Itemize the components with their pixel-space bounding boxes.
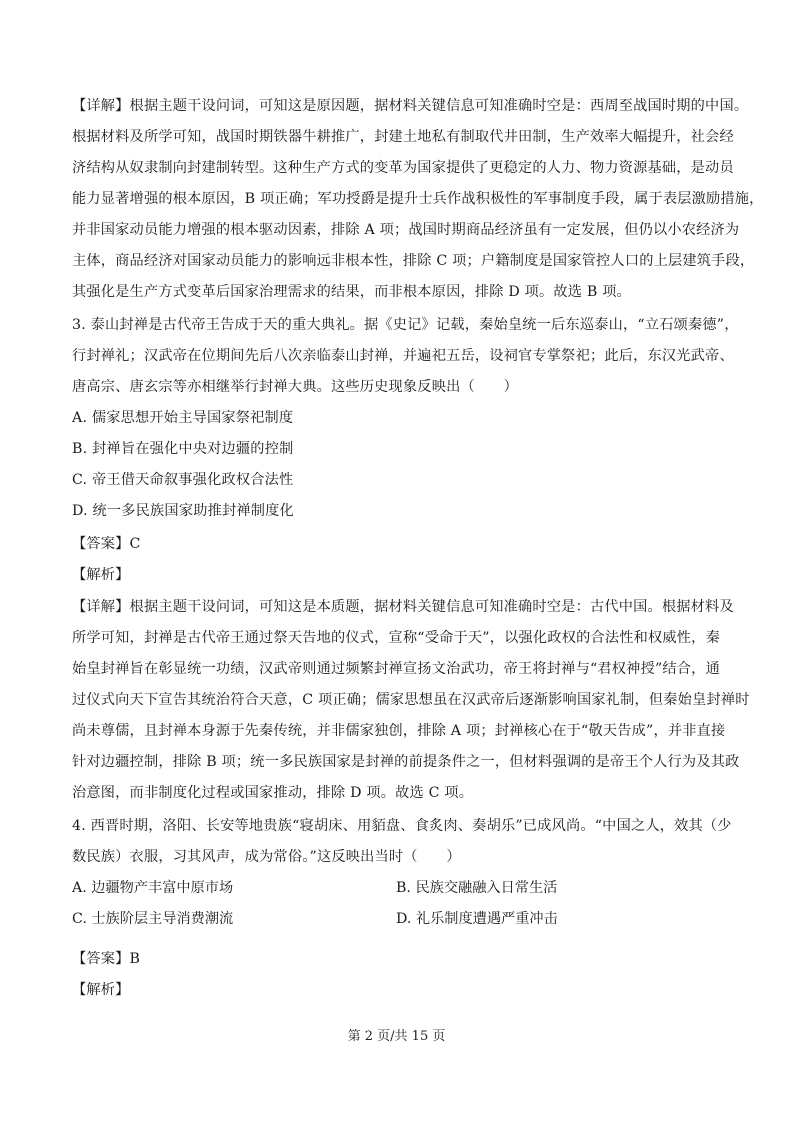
detail-line: 能力显著增强的根本原因，B 项正确；军功授爵是提升士兵作战积极性的军事制度手段，属于表层激励措施， bbox=[72, 191, 764, 207]
detail-line: 尚未尊儒，且封禅本身源于先秦传统，并非儒家独创，排除 A 项；封禅核心在于“敬天告成”，并非直接 bbox=[72, 723, 726, 739]
option-a: A. 儒家思想开始主导国家祭祀制度 bbox=[72, 410, 294, 426]
option-d: D. 礼乐制度遭遇严重冲击 bbox=[396, 911, 558, 927]
question-stem-line: 唐高宗、唐玄宗等亦相继举行封禅大典。这些历史现象反映出（ ） bbox=[72, 379, 519, 395]
analysis-label: 【解析】 bbox=[72, 567, 130, 583]
detail-line: 根据材料及所学可知，战国时期铁器牛耕推广，封建土地私有制取代井田制，生产效率大幅提升，社会经 bbox=[72, 129, 734, 145]
option-c: C. 帝王借天命叙事强化政权合法性 bbox=[72, 472, 294, 488]
question-stem-line: 3. 泰山封禅是古代帝王告成于天的重大典礼。据《史记》记载，秦始皇统一后东巡泰山，“立石颂秦德”， bbox=[72, 317, 739, 333]
option-b: B. 民族交融融入日常生活 bbox=[396, 880, 558, 896]
detail-line: 所学可知，封禅是古代帝王通过祭天告地的仪式，宣称“受命于天”，以强化政权的合法性和权威性，秦 bbox=[72, 630, 720, 646]
detail-line: 【详解】根据主题干设问词，可知这是原因题，据材料关键信息可知准确时空是：西周至战国时期的中国。 bbox=[72, 98, 749, 114]
option-d: D. 统一多民族国家助推封禅制度化 bbox=[72, 503, 294, 519]
option-c: C. 士族阶层主导消费潮流 bbox=[72, 911, 234, 927]
answer-label: 【答案】B bbox=[72, 951, 141, 967]
detail-line: 针对边疆控制，排除 B 项；统一多民族国家是封禅的前提条件之一，但材料强调的是帝王个人行为及其政 bbox=[72, 754, 740, 770]
detail-line: 济结构从奴隶制向封建制转型。这种生产方式的变革为国家提供了更稳定的人力、物力资源基础，是动员 bbox=[72, 160, 734, 176]
detail-line: 治意图，而非制度化过程或国家推动，排除 D 项。故选 C 项。 bbox=[72, 785, 474, 801]
detail-line: 【详解】根据主题干设问词，可知这是本质题，据材料关键信息可知准确时空是：古代中国。根据材料及 bbox=[72, 599, 734, 615]
question-stem-line: 行封禅礼；汉武帝在位期间先后八次亲临泰山封禅，并遍祀五岳，设祠官专掌祭祀；此后，东汉光武帝、 bbox=[72, 348, 734, 364]
detail-line: 始皇封禅旨在彰显统一功绩，汉武帝则通过频繁封禅宣扬文治武功，帝王将封禅与“君权神授”结合，通 bbox=[72, 661, 720, 677]
detail-line: 并非国家动员能力增强的根本驱动因素，排除 A 项；战国时期商品经济虽有一定发展，但仍以小农经济为 bbox=[72, 222, 740, 238]
question-stem-line: 4. 西晋时期，洛阳、长安等地贵族“寝胡床、用貊盘、食炙肉、奏胡乐”已成风尚。“中国之人，效其（少 bbox=[72, 818, 732, 834]
analysis-label: 【解析】 bbox=[72, 982, 130, 998]
detail-line: 其强化是生产方式变革后国家治理需求的结果，而非根本原因，排除 D 项。故选 B 项。 bbox=[72, 284, 631, 300]
detail-line: 主体，商品经济对国家动员能力的影响远非根本性，排除 C 项；户籍制度是国家管控人口的上层建筑手段， bbox=[72, 253, 755, 269]
option-b: B. 封禅旨在强化中央对边疆的控制 bbox=[72, 441, 294, 457]
detail-line: 过仪式向天下宣告其统治符合天意，C 项正确；儒家思想虽在汉武帝后逐渐影响国家礼制，但秦始皇封禅时 bbox=[72, 692, 750, 708]
page-number: 第 2 页/共 15 页 bbox=[347, 1029, 446, 1044]
option-a: A. 边疆物产丰富中原市场 bbox=[72, 880, 234, 896]
question-stem-line: 数民族）衣服，习其风声，成为常俗。”这反映出当时（ ） bbox=[72, 849, 461, 865]
answer-label: 【答案】C bbox=[72, 536, 141, 552]
